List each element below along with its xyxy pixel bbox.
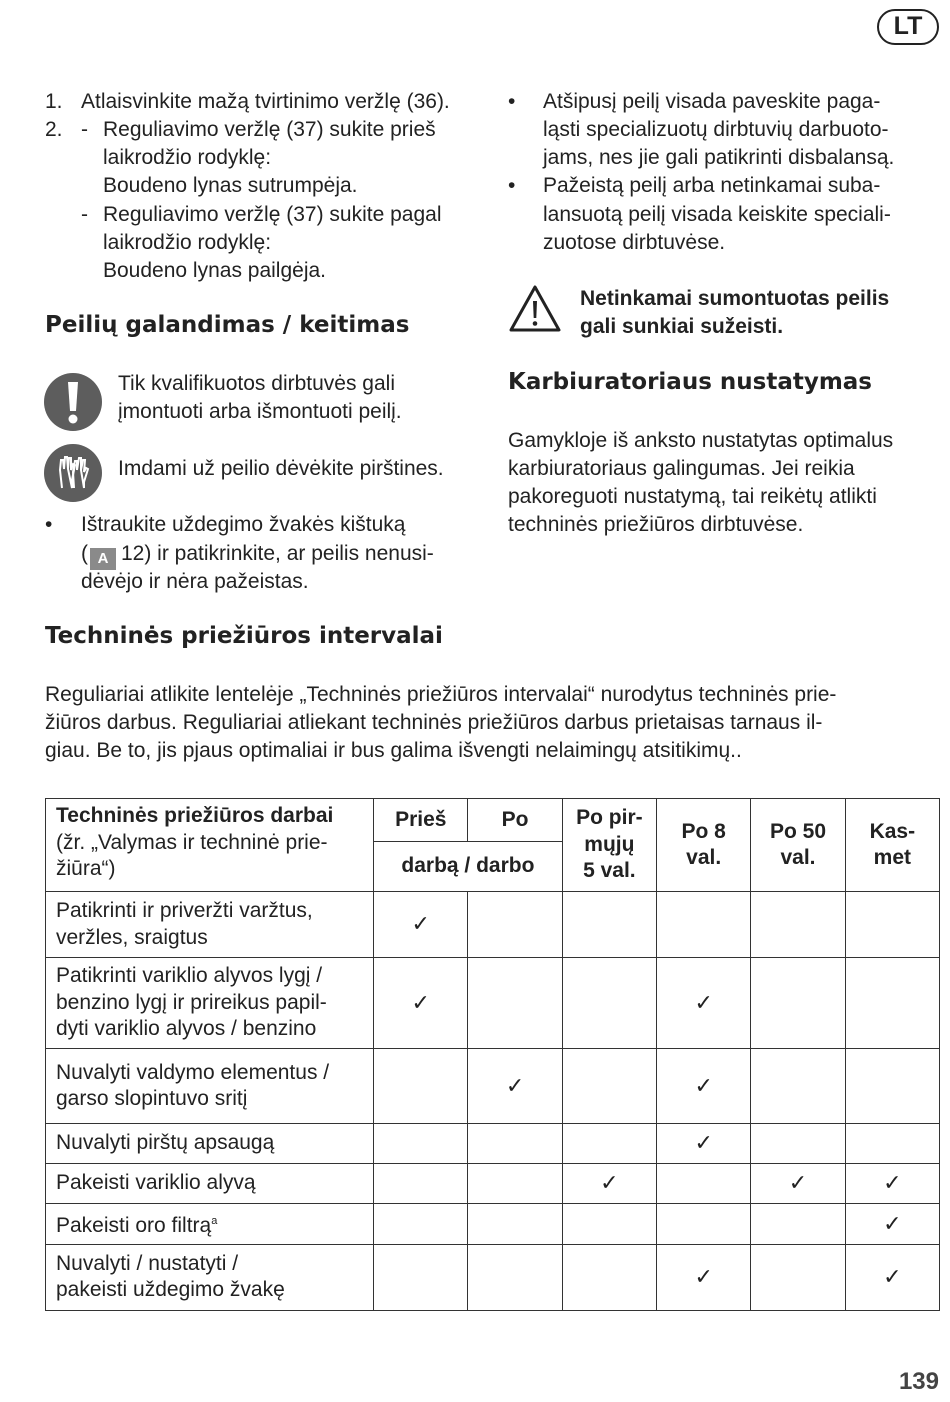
check-cell bbox=[374, 892, 468, 958]
footnote-marker: a bbox=[211, 1215, 218, 1227]
check-cell bbox=[374, 1204, 468, 1245]
body-text: Gamykloje iš anksto nustatytas optimalus bbox=[508, 429, 894, 452]
check-cell bbox=[468, 1124, 562, 1164]
body-text: Reguliariai atlikite lentelėje „Techninės priežiūros intervalai“ nurodytus techninės prie- bbox=[45, 683, 837, 706]
body-text: giau. Be to, jis pjaus optimaliai ir bus galima išvengti nelaimingų atsitikimų.. bbox=[45, 739, 742, 762]
notice-text: įmontuoti arba išmontuoti peilį. bbox=[118, 400, 402, 423]
bullet-text: Atšipusį peilį visada paveskite paga- bbox=[543, 90, 881, 113]
check-cell bbox=[468, 958, 562, 1049]
check-mark-icon: ✓ bbox=[883, 1170, 902, 1196]
bullet: • bbox=[508, 174, 516, 197]
check-cell bbox=[657, 1164, 751, 1204]
bullet: • bbox=[508, 90, 516, 113]
check-cell bbox=[562, 1124, 656, 1164]
check-cell bbox=[845, 1204, 939, 1245]
check-cell bbox=[374, 1244, 468, 1310]
check-cell bbox=[562, 892, 656, 958]
check-cell bbox=[374, 1049, 468, 1124]
check-mark-icon: ✓ bbox=[694, 1072, 713, 1098]
every-8h-header: Po 8 val. bbox=[657, 799, 751, 892]
page-number: 139 bbox=[898, 1368, 939, 1395]
check-cell bbox=[845, 1244, 939, 1310]
check-cell bbox=[657, 1049, 751, 1124]
check-cell bbox=[845, 1164, 939, 1204]
language-badge: LT bbox=[877, 9, 939, 45]
task-cell: Nuvalyti valdymo elementus / garso slopintuvo sritį bbox=[46, 1049, 374, 1124]
bullet-text: dėvėjo ir nėra pažeistas. bbox=[81, 570, 309, 593]
yearly-header: Kas- met bbox=[845, 799, 939, 892]
check-cell bbox=[751, 1049, 845, 1124]
first-5h-header: Po pir- mųjų 5 val. bbox=[562, 799, 656, 892]
table-header-row bbox=[46, 799, 940, 842]
every-50h-header: Po 50 val. bbox=[751, 799, 845, 892]
step-text: Boudeno lynas pailgėja. bbox=[103, 259, 327, 282]
work-header: darbą / darbo bbox=[374, 842, 563, 892]
check-cell bbox=[751, 1244, 845, 1310]
check-cell bbox=[562, 958, 656, 1049]
check-mark-icon: ✓ bbox=[694, 989, 713, 1015]
check-cell bbox=[562, 1049, 656, 1124]
check-mark-icon: ✓ bbox=[694, 1263, 713, 1289]
body-text: karbiuratoriaus galingumas. Jei reikia bbox=[508, 457, 855, 480]
body-text: žiūros darbus. Reguliariai atliekant techninės priežiūros darbus prietaisas tarnaus il- bbox=[45, 711, 823, 734]
warning-triangle-icon bbox=[508, 284, 562, 339]
figure-label-badge: A bbox=[90, 548, 116, 570]
check-cell bbox=[468, 1049, 562, 1124]
check-cell bbox=[468, 892, 562, 958]
step-text: Reguliavimo veržlę (37) sukite pagal bbox=[103, 203, 442, 226]
step-text: Boudeno lynas sutrumpėja. bbox=[103, 174, 358, 197]
bullet-text: ( A 12) ir patikrinkite, ar peilis nenusi- bbox=[81, 540, 434, 570]
check-cell bbox=[845, 1124, 939, 1164]
step-text: laikrodžio rodyklę: bbox=[103, 146, 272, 169]
exclamation-icon bbox=[44, 373, 102, 431]
check-cell bbox=[657, 892, 751, 958]
section-heading: Karbiuratoriaus nustatymas bbox=[508, 369, 873, 395]
bullet-text: zuotose dirbtuvėse. bbox=[543, 231, 726, 254]
dash: - bbox=[81, 118, 88, 141]
check-cell bbox=[751, 1124, 845, 1164]
task-cell: Pakeisti variklio alyvą bbox=[46, 1164, 374, 1204]
check-mark-icon: ✓ bbox=[883, 1210, 902, 1236]
warning-text: Netinkamai sumontuotas peilis bbox=[580, 287, 890, 310]
before-work-header: Prieš bbox=[374, 799, 468, 842]
table-row bbox=[46, 958, 940, 1049]
step-text: laikrodžio rodyklę: bbox=[103, 231, 272, 254]
check-cell bbox=[751, 958, 845, 1049]
check-cell bbox=[751, 892, 845, 958]
check-cell bbox=[374, 1164, 468, 1204]
bullet-text: Ištraukite uždegimo žvakės kištuką bbox=[81, 513, 406, 536]
bullet: • bbox=[45, 513, 53, 536]
section-heading: Techninės priežiūros intervalai bbox=[45, 623, 443, 649]
check-cell bbox=[562, 1244, 656, 1310]
table-row bbox=[46, 1164, 940, 1204]
check-cell bbox=[374, 1124, 468, 1164]
dash: - bbox=[81, 203, 88, 226]
check-mark-icon: ✓ bbox=[600, 1170, 619, 1196]
check-mark-icon: ✓ bbox=[694, 1130, 713, 1156]
bullet-text: Pažeistą peilį arba netinkamai suba- bbox=[543, 174, 881, 197]
gloves-text: Imdami už peilio dėvėkite pirštines. bbox=[118, 457, 444, 480]
table-row bbox=[46, 1049, 940, 1124]
check-cell bbox=[845, 1049, 939, 1124]
check-mark-icon: ✓ bbox=[883, 1263, 902, 1289]
warning-text: gali sunkiai sužeisti. bbox=[580, 315, 784, 338]
check-cell bbox=[845, 892, 939, 958]
task-cell: Pakeisti oro filtrą$^a$ bbox=[46, 1204, 374, 1245]
step-text: Atlaisvinkite mažą tvirtinimo veržlę (36). bbox=[81, 90, 450, 113]
step-number: 2. bbox=[45, 118, 63, 141]
check-cell bbox=[562, 1164, 656, 1204]
task-cell: Nuvalyti / nustatyti / pakeisti uždegimo žvakę bbox=[46, 1244, 374, 1310]
check-cell bbox=[468, 1204, 562, 1245]
check-cell bbox=[657, 1244, 751, 1310]
notice-text: Tik kvalifikuotos dirbtuvės gali bbox=[118, 372, 395, 395]
check-cell bbox=[657, 1124, 751, 1164]
section-heading: Peilių galandimas / keitimas bbox=[45, 312, 410, 338]
bullet-text: ląsti specializuotų dirbtuvių darbuoto- bbox=[543, 118, 889, 141]
check-cell bbox=[657, 958, 751, 1049]
check-cell bbox=[562, 1204, 656, 1245]
check-mark-icon: ✓ bbox=[411, 911, 430, 937]
after-work-header: Po bbox=[468, 799, 562, 842]
table-row bbox=[46, 1124, 940, 1164]
task-cell: Nuvalyti pirštų apsaugą bbox=[46, 1124, 374, 1164]
bullet-text: lansuotą peilį visada keiskite speciali- bbox=[543, 203, 891, 226]
table-row bbox=[46, 892, 940, 958]
check-cell bbox=[751, 1204, 845, 1245]
task-cell: Patikrinti variklio alyvos lygį / benzino lygį ir prireikus papil- dyti variklio alyvos / benzino bbox=[46, 958, 374, 1049]
task-column-header: Techninės priežiūros darbai (žr. „Valymas ir techninė prie- žiūra“) bbox=[46, 799, 374, 892]
maintenance-table bbox=[45, 798, 940, 1311]
check-mark-icon: ✓ bbox=[788, 1170, 808, 1196]
check-mark-icon: ✓ bbox=[505, 1072, 525, 1098]
check-cell bbox=[845, 958, 939, 1049]
step-text: Reguliavimo veržlę (37) sukite prieš bbox=[103, 118, 436, 141]
check-cell bbox=[374, 958, 468, 1049]
table-row bbox=[46, 1204, 940, 1245]
check-mark-icon: ✓ bbox=[411, 989, 430, 1015]
check-cell bbox=[751, 1164, 845, 1204]
check-cell bbox=[468, 1244, 562, 1310]
body-text: techninės priežiūros dirbtuvėse. bbox=[508, 513, 804, 536]
bullet-text: jams, nes jie gali patikrinti disbalansą. bbox=[543, 146, 895, 169]
step-number: 1. bbox=[45, 90, 63, 113]
table-row bbox=[46, 1244, 940, 1310]
task-cell: Patikrinti ir priveržti varžtus, veržles, sraigtus bbox=[46, 892, 374, 958]
gloves-icon bbox=[44, 444, 102, 502]
body-text: pakoreguoti nustatymą, tai reikėtų atlikti bbox=[508, 485, 877, 508]
check-cell bbox=[468, 1164, 562, 1204]
check-cell bbox=[657, 1204, 751, 1245]
